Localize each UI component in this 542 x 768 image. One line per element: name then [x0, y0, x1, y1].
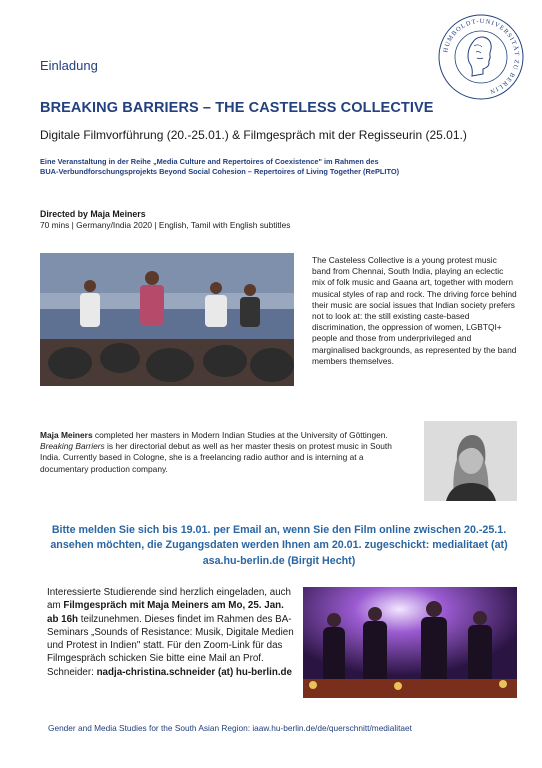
invite-text-1: Interessierte Studierende sind herzlich eingeladen, auch am: [47, 587, 291, 612]
bio-text-1: completed her masters in Modern Indian Studies at the University of Göttingen.: [92, 430, 388, 440]
invite-text-2: teilzunehmen. Dieses findet im Rahmen des BA-Seminars „Sounds of Resistance: Musik, Digitale Medien und Protest in Indien" statt. Für den Zoom-Link für das Filmgespräch schicken Sie bitte eine Mail an Prof. Schneider:: [47, 613, 294, 678]
bio-film-title: Breaking Barriers: [40, 441, 105, 452]
registration-notice: Bitte melden Sie sich bis 19.01. per Email an, wenn Sie den Film online zwischen 20.-25.1. ansehen möchten, die Zugangsdaten werden Ihnen am 20.01. zugeschickt: medialitaet (at) asa.hu-berlin.de (Birgit Hecht): [50, 524, 508, 567]
series-line-1: Eine Veranstaltung in der Reihe „Media Culture and Repertoires of Coexistence" im Rahmen des: [40, 157, 379, 166]
series-line-2: BUA-Verbundforschungsprojekts Beyond Social Cohesion – Repertoires of Living Together (RePLITO): [40, 167, 400, 177]
film-info: 70 mins | Germany/India 2020 | English, Tamil with English subtitles: [40, 220, 291, 230]
concert-photo: [303, 587, 517, 698]
invite-talk-date: Filmgespräch mit Maja Meiners am Mo, 25. Jan. ab 16h: [47, 600, 284, 625]
event-series-note: [40, 157, 510, 177]
footer-link[interactable]: Gender and Media Studies for the South Asian Region: iaaw.hu-berlin.de/de/querschnitt/medialitaet: [48, 723, 412, 733]
director-bio: [40, 430, 412, 475]
director-portrait-photo: [424, 421, 517, 501]
invite-contact-email: nadja-christina.schneider (at) hu-berlin.de: [96, 666, 292, 678]
band-description: The Casteless Collective is a young protest music band from Chennai, South India, playing an eclectic mix of folk music and Gaana art, together with modern musical styles of rap and rock. The driving force behind their music are social issues that Indian society prefers not to look at: the still existing caste-based discrimination, the oppression of women, LGBTQI+ people and those from underprivileged and marginalised backgrounds, as represented by the band members themselves.: [312, 255, 517, 366]
director-credit: Directed by Maja Meiners: [40, 209, 146, 219]
event-title: BREAKING BARRIERS – THE CASTELESS COLLECTIVE: [40, 100, 434, 116]
director-name: Maja Meiners: [40, 430, 93, 440]
invitation-label: Einladung: [40, 58, 98, 73]
svg-text:HUMBOLDT-UNIVERSITÄT ZU BERLIN: HUMBOLDT-UNIVERSITÄT ZU BERLIN: [442, 17, 521, 95]
university-seal-logo: [436, 12, 526, 102]
event-subtitle: Digitale Filmvorführung (20.-25.01.) & Filmgespräch mit der Regisseurin (25.01.): [40, 128, 467, 142]
band-photo: [40, 253, 294, 386]
seminar-invitation: [47, 586, 295, 679]
bio-text-2: is her directorial debut as well as her master thesis on protest music in South India. Currently based in Cologne, she is a freelancing radio author and is interning at a documentary production company.: [40, 441, 392, 474]
